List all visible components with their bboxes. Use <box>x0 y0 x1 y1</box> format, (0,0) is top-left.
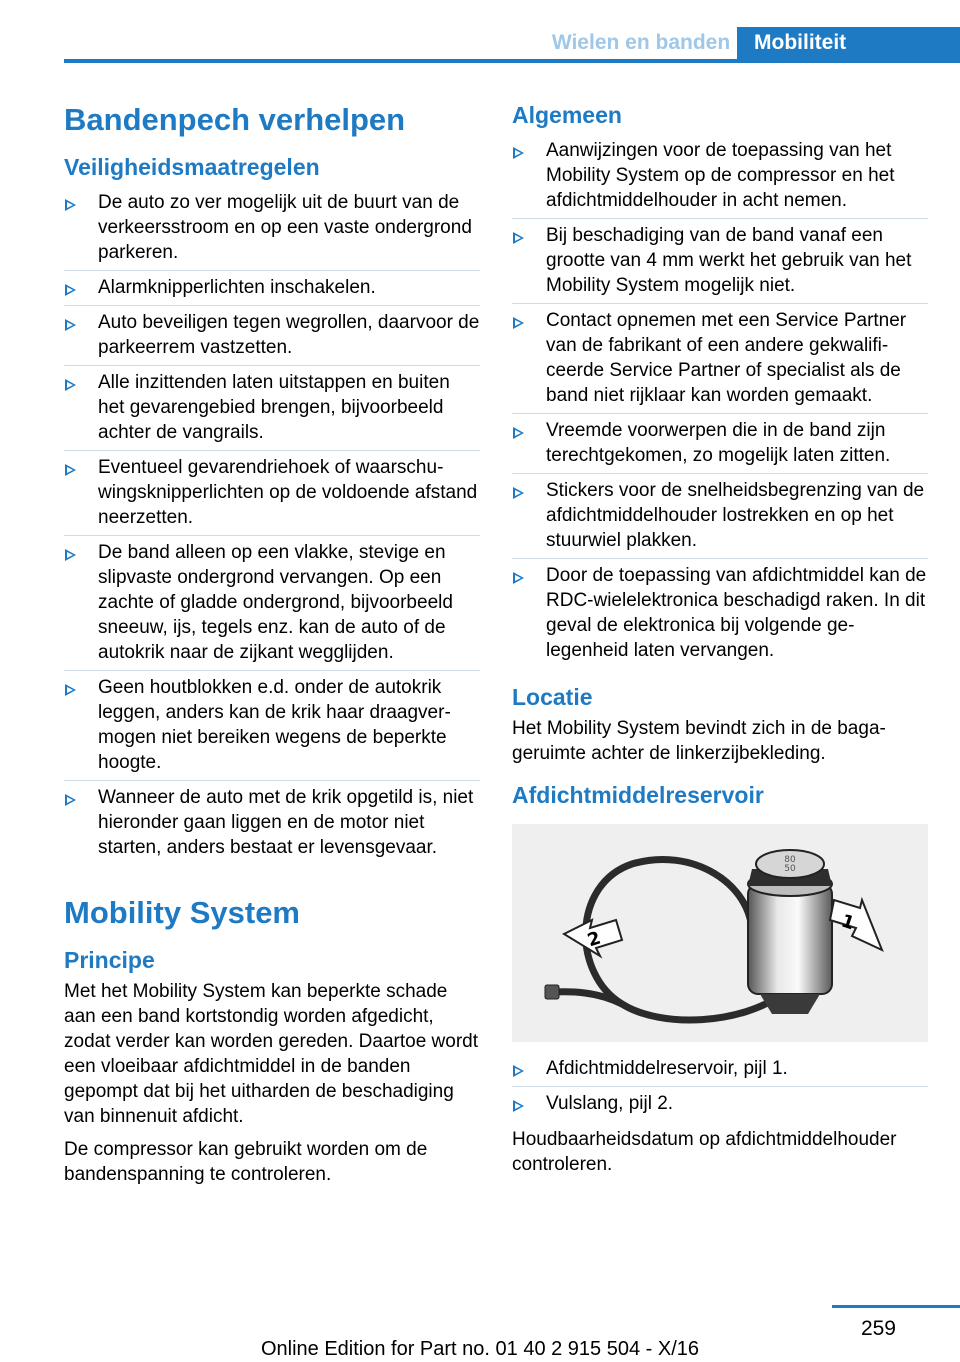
closing-paragraph: Houdbaarheidsdatum op afdichtmiddelhouder controleren. <box>512 1129 897 1175</box>
safety-heading: Veiligheidsmaatregelen <box>64 154 320 180</box>
arrow-2-icon <box>564 920 622 956</box>
list-item: Vulslang, pijl 2. <box>512 1087 928 1121</box>
triangle-bullet-icon <box>513 487 524 499</box>
list-item: De band alleen op een vlakke, stevige en slipvaste ondergrond vervangen. Op een zachte of gladde ondergrond, bijvoorbeeld sneeuw, ijs, tegels enz. kan de auto of de autokrik naar de zijkant wegglijden. <box>64 536 480 671</box>
triangle-bullet-icon <box>513 1065 524 1077</box>
list-item: Contact opnemen met een Service Partner van de fabrikant of een andere gekwalificeerde Service Partner of specialist als de band niet rijklaar kan worden gemaakt. <box>512 304 928 414</box>
list-item: De auto zo ver mogelijk uit de buurt van de verkeersstroom en op een vaste ondergrond parkeren. <box>64 186 480 271</box>
list-item: Aanwijzingen voor de toepassing van het Mobility System op de compressor en het afdichtmiddelhouder in acht nemen. <box>512 134 928 219</box>
gauge-scale-bottom: 50 <box>784 864 796 874</box>
list-item: Geen houtblokken e.d. onder de autokrik leggen, anders kan de krik haar draagvermogen niet bereiken wegens de beperkte hoogte. <box>64 671 480 781</box>
principle-paragraph: Met het Mobility System kan beperkte schade aan een band kortstondig worden afgedicht, zodat verder kan worden gereden. Daartoe wordt een vloeibaar afdichtmiddel in de banden gepompt dat bij het uitharden de beschadiging van binnenuit afdicht. <box>64 981 479 1127</box>
principle-paragraph-2: De compressor kan gebruikt worden om de bandenspanning te controleren. <box>64 1139 428 1185</box>
right-column <box>512 100 928 1185</box>
page-title: Bandenpech verhelpen <box>64 102 406 137</box>
header-rule <box>64 59 960 63</box>
triangle-bullet-icon <box>65 284 76 296</box>
canister-bottom <box>760 994 820 1014</box>
triangle-bullet-icon <box>65 549 76 561</box>
sealant-reservoir-illustration <box>512 824 928 1042</box>
left-column <box>64 100 480 1195</box>
arrow-2-label: 2 <box>584 927 604 952</box>
triangle-bullet-icon <box>513 317 524 329</box>
list-item: Afdichtmiddelreservoir, pijl 1. <box>512 1052 928 1087</box>
triangle-bullet-icon <box>65 199 76 211</box>
list-item: Bij beschadiging van de band vanaf een grootte van 4 mm werkt het gebruik van het Mobility System mogelijk niet. <box>512 219 928 304</box>
list-item: Wanneer de auto met de krik opgetild is, niet hieronder gaan liggen en de motor niet starten, anders bestaat er levensgevaar. <box>64 781 480 865</box>
mobility-title: Mobility System <box>64 895 300 930</box>
arrow-1-icon <box>830 900 882 950</box>
principle-heading: Principe <box>64 947 155 973</box>
list-item: Door de toepassing van afdichtmiddel kan de RDC-wielelektronica beschadigd raken. In dit geval de elektronica bij volgende gelegenheid laten vervangen. <box>512 559 928 668</box>
list-item: Stickers voor de snelheidsbegrenzing van de afdichtmiddelhouder lostrekken en op het stuurwiel plakken. <box>512 474 928 559</box>
list-item: Eventueel gevarendriehoek of waarschuwingsknipperlichten op de voldoende afstand neerzetten. <box>64 451 480 536</box>
figure-legend-list <box>512 1052 928 1121</box>
triangle-bullet-icon <box>513 232 524 244</box>
list-item: Alle inzittenden laten uitstappen en buiten het gevarengebied brengen, bijvoorbeeld achter de vangrails. <box>64 366 480 451</box>
safety-list <box>64 186 480 865</box>
triangle-bullet-icon <box>513 427 524 439</box>
location-paragraph: Het Mobility System bevindt zich in de bagageruimte achter de linkerzijbekleding. <box>512 718 886 764</box>
canister-body <box>748 884 832 994</box>
edition-footer: Online Edition for Part no. 01 40 2 915 504 - X/16 <box>260 1338 700 1360</box>
location-heading: Locatie <box>512 684 593 710</box>
sealant-reservoir-drawing <box>512 824 928 1042</box>
triangle-bullet-icon <box>513 1100 524 1112</box>
general-list <box>512 134 928 668</box>
general-heading: Algemeen <box>512 102 622 128</box>
reservoir-heading: Afdichtmiddelreservoir <box>512 782 764 808</box>
triangle-bullet-icon <box>65 319 76 331</box>
triangle-bullet-icon <box>65 379 76 391</box>
triangle-bullet-icon <box>65 464 76 476</box>
gauge-scale-top: 80 <box>784 855 796 865</box>
chapter-tab[interactable]: Mobiliteit <box>737 27 960 59</box>
triangle-bullet-icon <box>513 572 524 584</box>
triangle-bullet-icon <box>513 147 524 159</box>
triangle-bullet-icon <box>65 684 76 696</box>
list-item: Alarmknipperlichten inschakelen. <box>64 271 480 306</box>
arrow-1-label: 1 <box>838 910 858 935</box>
list-item: Auto beveiligen tegen wegrollen, daarvoor de parkeerrem vastzetten. <box>64 306 480 366</box>
list-item: Vreemde voorwerpen die in de band zijn terechtgekomen, zo mogelijk laten zitten. <box>512 414 928 474</box>
section-tab[interactable]: Wielen en banden <box>551 31 731 54</box>
triangle-bullet-icon <box>65 794 76 806</box>
footer-rule <box>832 1305 960 1308</box>
hose-valve-connector <box>545 985 559 999</box>
page-number: 259 <box>860 1317 896 1340</box>
